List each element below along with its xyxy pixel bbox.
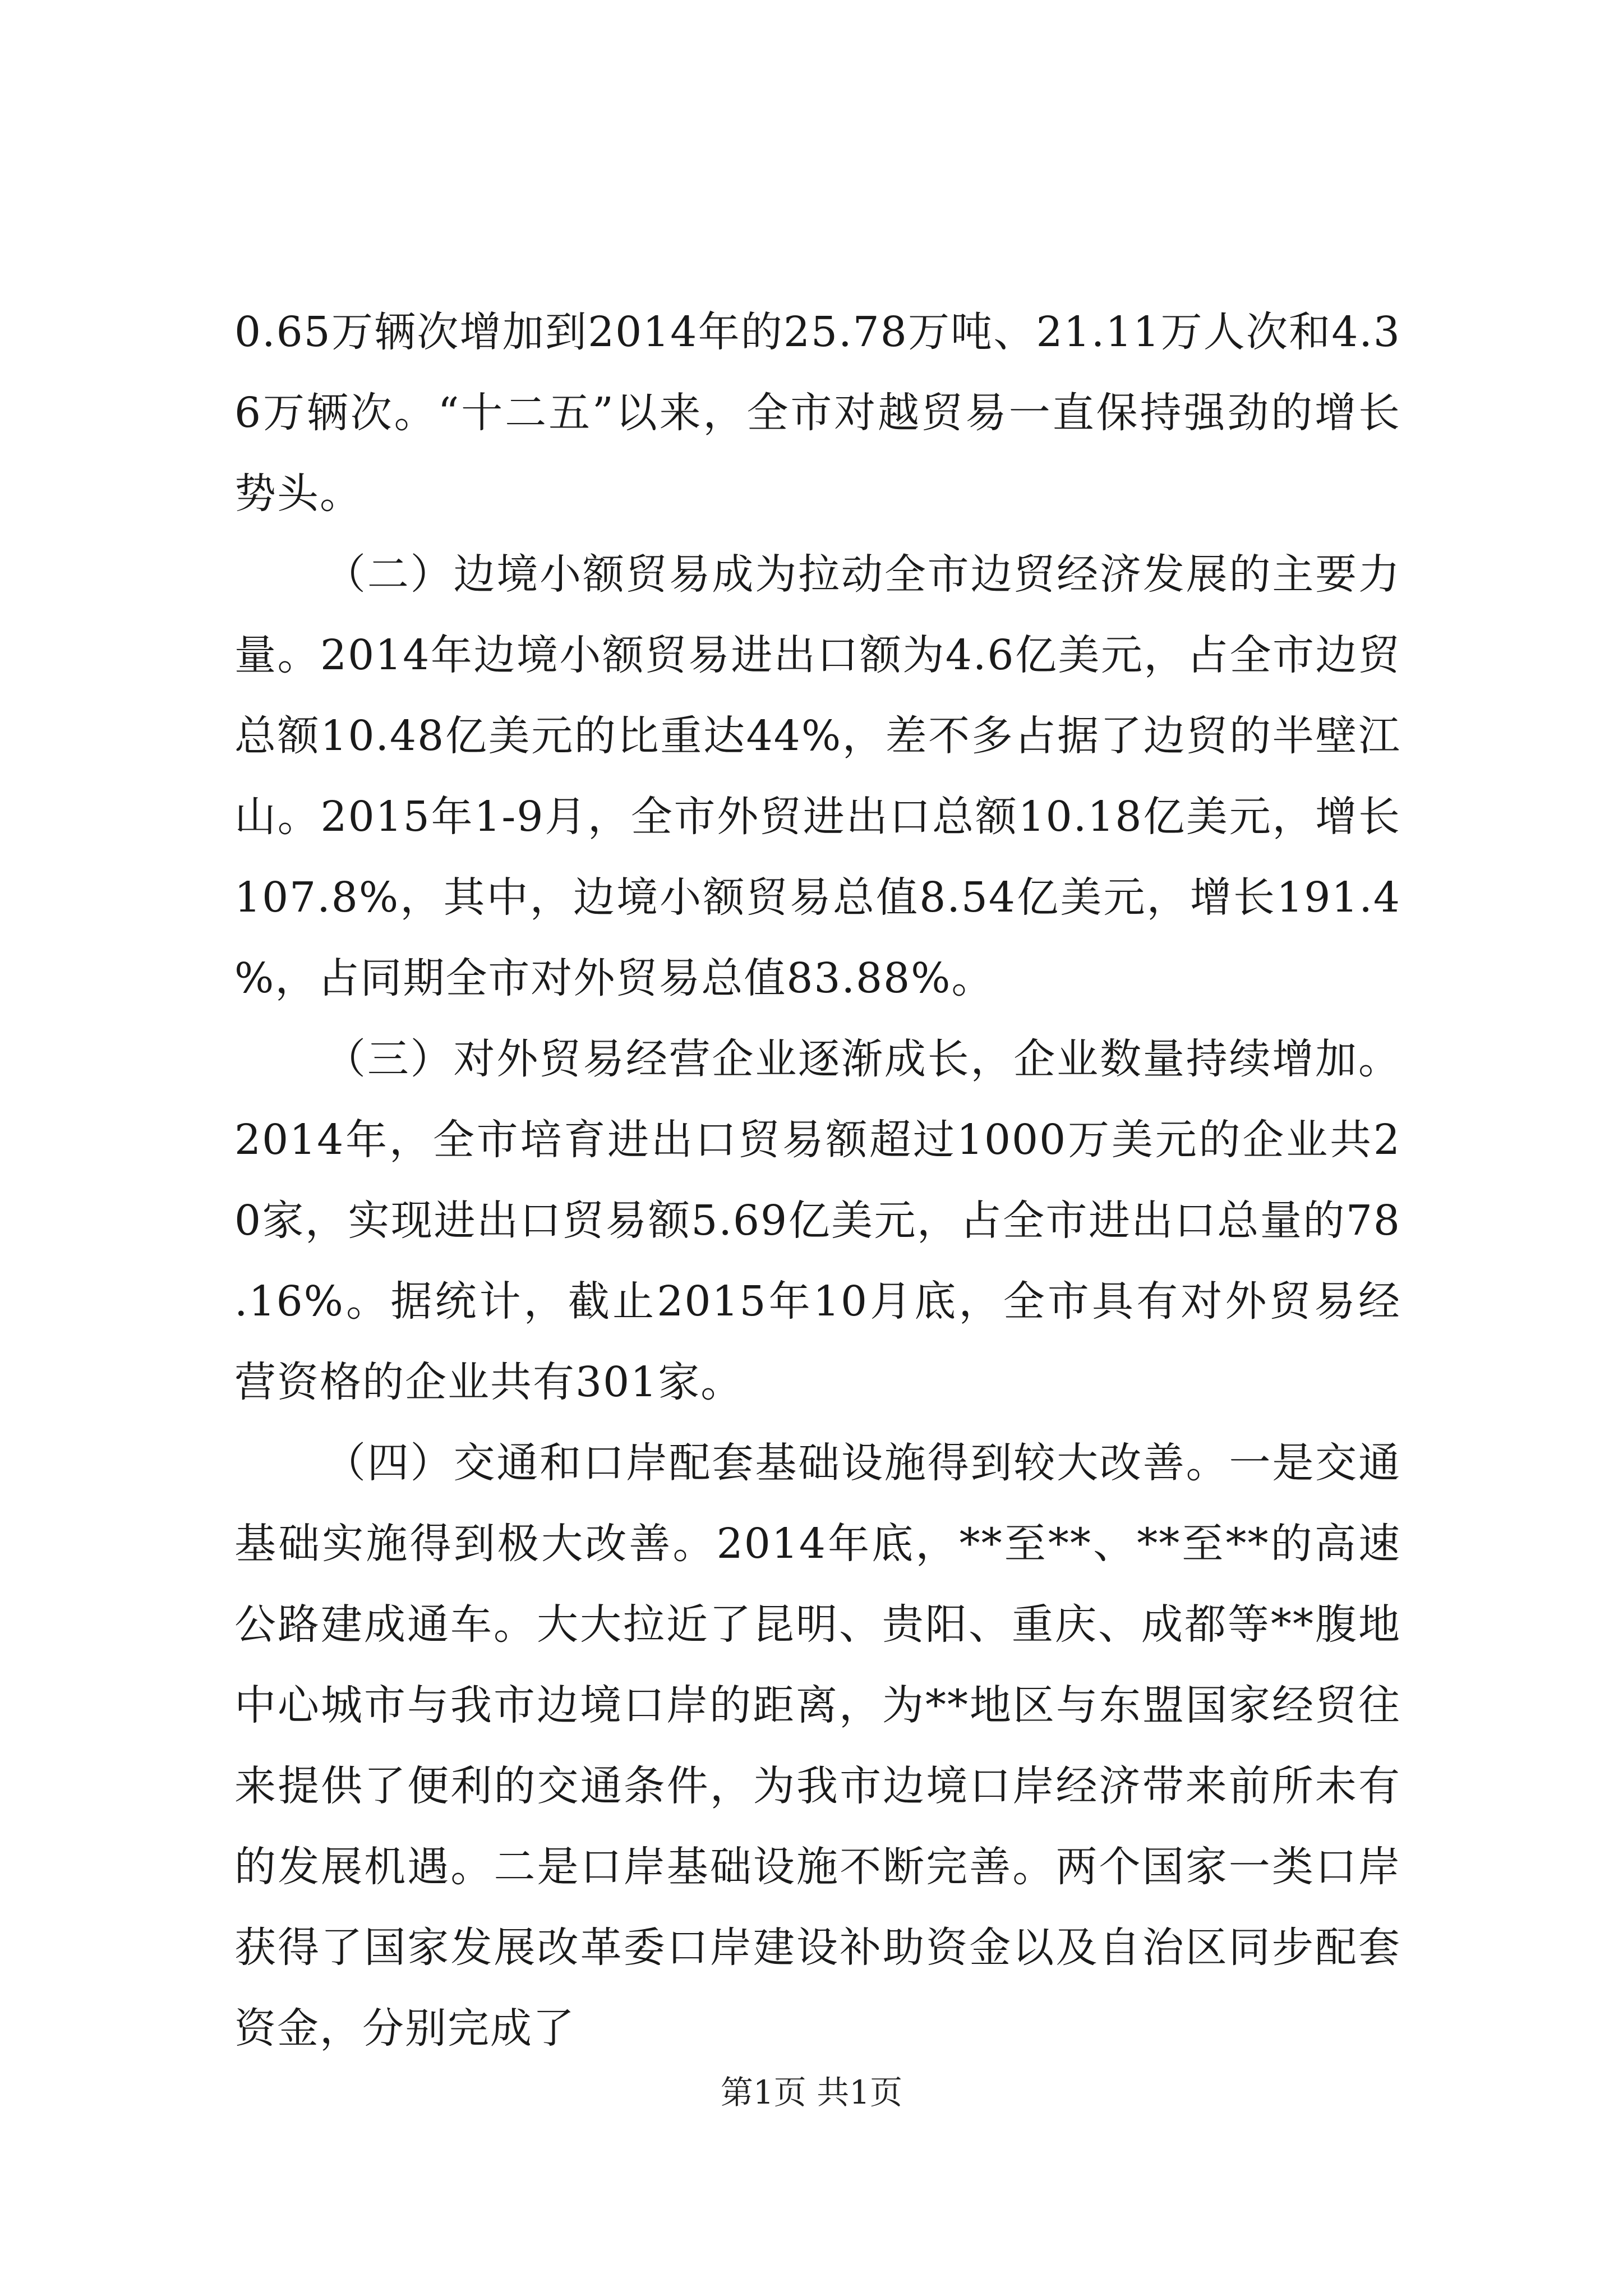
paragraph-2: （二）边境小额贸易成为拉动全市边贸经济发展的主要力量。2014年边境小额贸易进出口额为4.6亿美元，占全市边贸总额10.48亿美元的比重达44%，差不多占据了边贸的半壁江山。2015年1-9月，全市外贸进出口总额10.18亿美元，增长107.8%，其中，边境小额贸易总值8.54亿美元，增长191.4%，占同期全市对外贸易总值83.88%。 [234,550,1401,1002]
paragraph-1: 0.65万辆次增加到2014年的25.78万吨、21.11万人次和4.36万辆次。“十二五”以来，全市对越贸易一直保持强劲的增长势头。 [234,308,1401,518]
page-footer: 第1页 共1页 [720,2073,903,2111]
paragraph-4: （四）交通和口岸配套基础设施得到较大改善。一是交通基础实施得到极大改善。2014年底，**至**、**至**的高速公路建成通车。大大拉近了昆明、贵阳、重庆、成都等**腹地中心城市与我市边境口岸的距离，为**地区与东盟国家经贸往来提供了便利的交通条件，为我市边境口岸经济带来前所未有的发展机遇。二是口岸基础设施不断完善。两个国家一类口岸获得了国家发展改革委口岸建设补助资金以及自治区同步配套资金，分别完成了 [234,1439,1401,2053]
paragraph-3: （三）对外贸易经营企业逐渐成长，企业数量持续增加。2014年，全市培育进出口贸易额超过1000万美元的企业共20家，实现进出口贸易额5.69亿美元，占全市进出口总量的78.16%。据统计，截止2015年10月底，全市具有对外贸易经营资格的企业共有301家。 [234,1035,1401,1406]
document-body [234,292,1401,2069]
